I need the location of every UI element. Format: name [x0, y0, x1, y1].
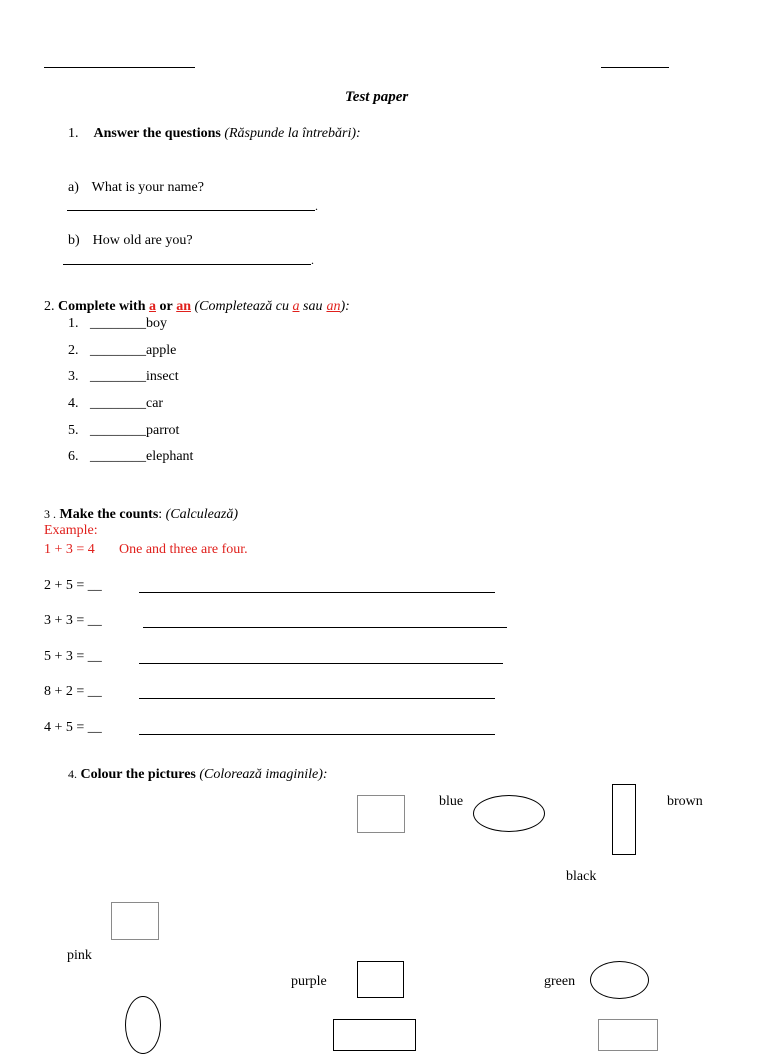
answer-end-b: . — [311, 253, 314, 267]
item-number: 2. — [68, 343, 79, 358]
color-label-blue: blue — [439, 794, 464, 809]
item-number: 6. — [68, 449, 79, 464]
answer-end-a: . — [315, 199, 318, 213]
sum-answer-line[interactable] — [139, 698, 495, 699]
question-text: What is your name? — [91, 180, 204, 195]
blank-line[interactable]: ________ — [90, 449, 146, 464]
name-line[interactable] — [44, 67, 195, 68]
section1-title-ro: (Răspunde la întrebări): — [224, 126, 361, 141]
color-label-pink: pink — [67, 948, 92, 963]
question-text: How old are you? — [92, 233, 193, 248]
section3-heading — [44, 507, 238, 523]
section4-title-ro: (Colorează imaginile): — [199, 767, 328, 782]
answer-line-a[interactable] — [67, 210, 315, 211]
section2-ro-sau: sau — [303, 299, 323, 314]
sum-row: 3 + 3 = __ — [44, 613, 102, 628]
question-label: b) — [68, 233, 80, 248]
section3-number: 3 . — [44, 507, 56, 521]
section1-title: Answer the questions — [93, 126, 221, 141]
oval-shape[interactable] — [125, 996, 161, 1054]
list-item — [68, 316, 167, 332]
color-label-brown: brown — [667, 794, 703, 809]
square-shape[interactable] — [357, 961, 404, 998]
square-shape[interactable] — [111, 902, 159, 940]
sum-answer-line[interactable] — [143, 627, 507, 628]
section2-or: or — [159, 299, 173, 314]
item-word: insect — [146, 369, 179, 384]
item-number: 5. — [68, 423, 79, 438]
example-text: One and three are four. — [119, 542, 248, 557]
item-number: 1. — [68, 316, 79, 331]
blank-line[interactable]: ________ — [90, 423, 146, 438]
blank-line[interactable]: ________ — [90, 343, 146, 358]
item-word: boy — [146, 316, 167, 331]
example-label: Example: — [44, 523, 98, 538]
section2-ro-open: (Completează cu — [194, 299, 289, 314]
example-sum: 1 + 3 = 4 — [44, 542, 95, 557]
question-b — [68, 233, 193, 249]
item-word: car — [146, 396, 164, 411]
section2-number: 2. — [44, 299, 55, 314]
section1-number: 1. — [68, 126, 79, 141]
item-word: parrot — [146, 423, 180, 438]
oval-shape[interactable] — [590, 961, 649, 999]
color-label-purple: purple — [291, 974, 327, 989]
item-number: 4. — [68, 396, 79, 411]
tall-rectangle-shape[interactable] — [612, 784, 636, 855]
square-shape[interactable] — [357, 795, 405, 833]
blank-line[interactable]: ________ — [90, 396, 146, 411]
section4-title: Colour the pictures — [80, 767, 196, 782]
answer-line-b[interactable] — [63, 264, 311, 265]
sum-row: 4 + 5 = __ — [44, 720, 102, 735]
section2-heading — [44, 299, 350, 315]
article-an-ro: an — [326, 299, 341, 314]
article-a: a — [149, 299, 156, 314]
section1-heading — [68, 126, 361, 142]
section4-heading — [68, 767, 328, 783]
list-item — [68, 369, 179, 385]
color-label-green: green — [544, 974, 576, 989]
list-item — [68, 423, 179, 439]
item-number: 3. — [68, 369, 79, 384]
date-line[interactable] — [601, 67, 669, 68]
sum-answer-line[interactable] — [139, 734, 495, 735]
sum-answer-line[interactable] — [139, 592, 495, 593]
section3-title: Make the counts — [59, 507, 159, 522]
item-word: apple — [146, 343, 177, 358]
sum-row: 2 + 5 = __ — [44, 578, 102, 593]
section3-colon: : — [158, 507, 163, 522]
section4-number: 4. — [68, 767, 77, 781]
item-word: elephant — [146, 449, 194, 464]
sum-answer-line[interactable] — [139, 663, 503, 664]
page-title: Test paper — [345, 89, 409, 105]
sum-row: 8 + 2 = __ — [44, 684, 102, 699]
list-item — [68, 396, 163, 412]
question-label: a) — [68, 180, 79, 195]
article-an: an — [176, 299, 192, 314]
article-a-ro: a — [292, 299, 300, 314]
color-label-black: black — [566, 869, 597, 884]
section2-ro-close: ): — [340, 299, 350, 314]
section3-title-ro: (Calculează) — [165, 507, 238, 522]
sum-row: 5 + 3 = __ — [44, 649, 102, 664]
question-a — [68, 180, 204, 196]
list-item — [68, 343, 176, 359]
section2-title: Complete with — [58, 299, 146, 314]
blank-line[interactable]: ________ — [90, 369, 146, 384]
list-item — [68, 449, 193, 465]
oval-shape[interactable] — [473, 795, 545, 832]
blank-line[interactable]: ________ — [90, 316, 146, 331]
